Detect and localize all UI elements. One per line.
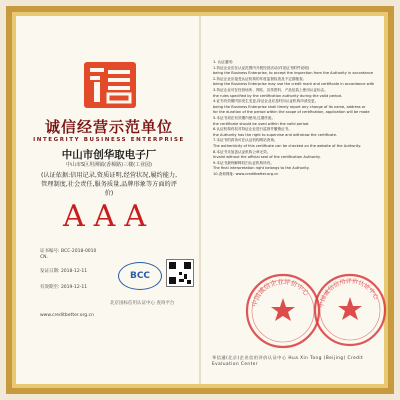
terms-line: being the Business Enterprise shall timely report any change of its name, address or (213, 104, 366, 109)
terms-line: The final interpretation right belongs to the Authority. (213, 166, 310, 171)
terms-text-block (213, 60, 375, 177)
terms-line: being the Business Enterprise, to accept the inspection from the Authority in accordance (213, 71, 374, 76)
page-fold (199, 16, 201, 384)
credit-xin-logo-icon (84, 62, 136, 112)
terms-line: The authenticity of this certificate can be checked on the website of the Authority. (213, 143, 362, 148)
issue-date: 发证日期: 2018-12-11 (40, 269, 88, 274)
terms-line: Invalid without the official seal of the certification Authority. (213, 155, 321, 160)
certification-description: (认证依据:信用记录,资质证明,经营状况,履约能力,管理制度,社会责任,服务质量,品牌形象等方面的评价) (40, 172, 178, 197)
issuing-authority: 华信通(北京)企业信用评价认证中心 Hua Xin Tong (Beijing) Credit Evaluation Center (212, 355, 364, 366)
terms-line: 2.持证企业应接受认证机构的年度监督检查及不定期抽查。 (213, 76, 307, 81)
seal-1-text: 中国诚信企业评价中心 (250, 277, 311, 308)
verification-url: www.creditbetter.org.cn (40, 313, 94, 318)
terms-line: 7.本证书的真伪可在认证机构网站查询。 (213, 138, 278, 143)
official-seal-2 (312, 272, 388, 352)
terms-line: 9.本证书最终解释权归认证机构所有。 (213, 160, 274, 165)
issuing-platform-label: 北京国标信用认证中心 查询平台 (110, 301, 175, 306)
terms-line: 10.查询网址: www.creditbetter.org.cn (213, 171, 279, 176)
terms-line: being the Business Enterprise may use the credit mark and certificate in accordance with (213, 82, 375, 87)
terms-line: for the duration of the period within the scope of certification, application will be made (213, 110, 370, 115)
certificate-number-sub: CN. (40, 255, 48, 260)
credit-rating: AAA (63, 199, 155, 234)
valid-until: 有效期至: 2019-12-11 (40, 285, 88, 290)
qr-code-icon (166, 259, 194, 287)
terms-line: the Authority has the right to supervise and withdraw the certificate. (213, 132, 338, 137)
terms-line: 8.本证书未加盖认证机构公章无效。 (213, 149, 271, 154)
company-address: 中山市S区坦洲镇(香樟路)三楼(工业园) (66, 162, 152, 168)
certificate-subtitle: INTEGRITY BUSINESS ENTERPRISE (33, 137, 185, 143)
certificate-title: 诚信经营示范单位 (44, 118, 173, 136)
terms-line: 4.证书有效期内如发生变更,持证企业应及时向认证机构申请变更。 (213, 99, 319, 104)
seal-2-text: 中国诚信信用评价认证中心 (317, 277, 380, 309)
terms-line: 1. 认证通则: (213, 60, 234, 64)
terms-line: 3.持证企业可在经营场所、网站、宣传资料、产品包装上使用认证标志。 (213, 87, 328, 92)
terms-line: 5.本证书须在有效期内使用,过期作废。 (213, 115, 276, 120)
official-seal-1 (244, 272, 322, 354)
terms-line: 6.认证机构有权对持证企业进行监督并撤销证书。 (213, 127, 292, 132)
bcc-logo: BCC (118, 262, 162, 290)
terms-line: the rules specified by the certification authority during the valid period. (213, 93, 343, 98)
company-name: 中山市创华取电子厂 (61, 149, 157, 161)
terms-line: the certificate should be used within the valid period. (213, 121, 310, 126)
certificate-number: 证书编号: BCC-2018-0010 (40, 249, 97, 254)
terms-line: 1.持证企业应在认证范围内开展经营活动(详见证书附件说明) (213, 65, 310, 70)
